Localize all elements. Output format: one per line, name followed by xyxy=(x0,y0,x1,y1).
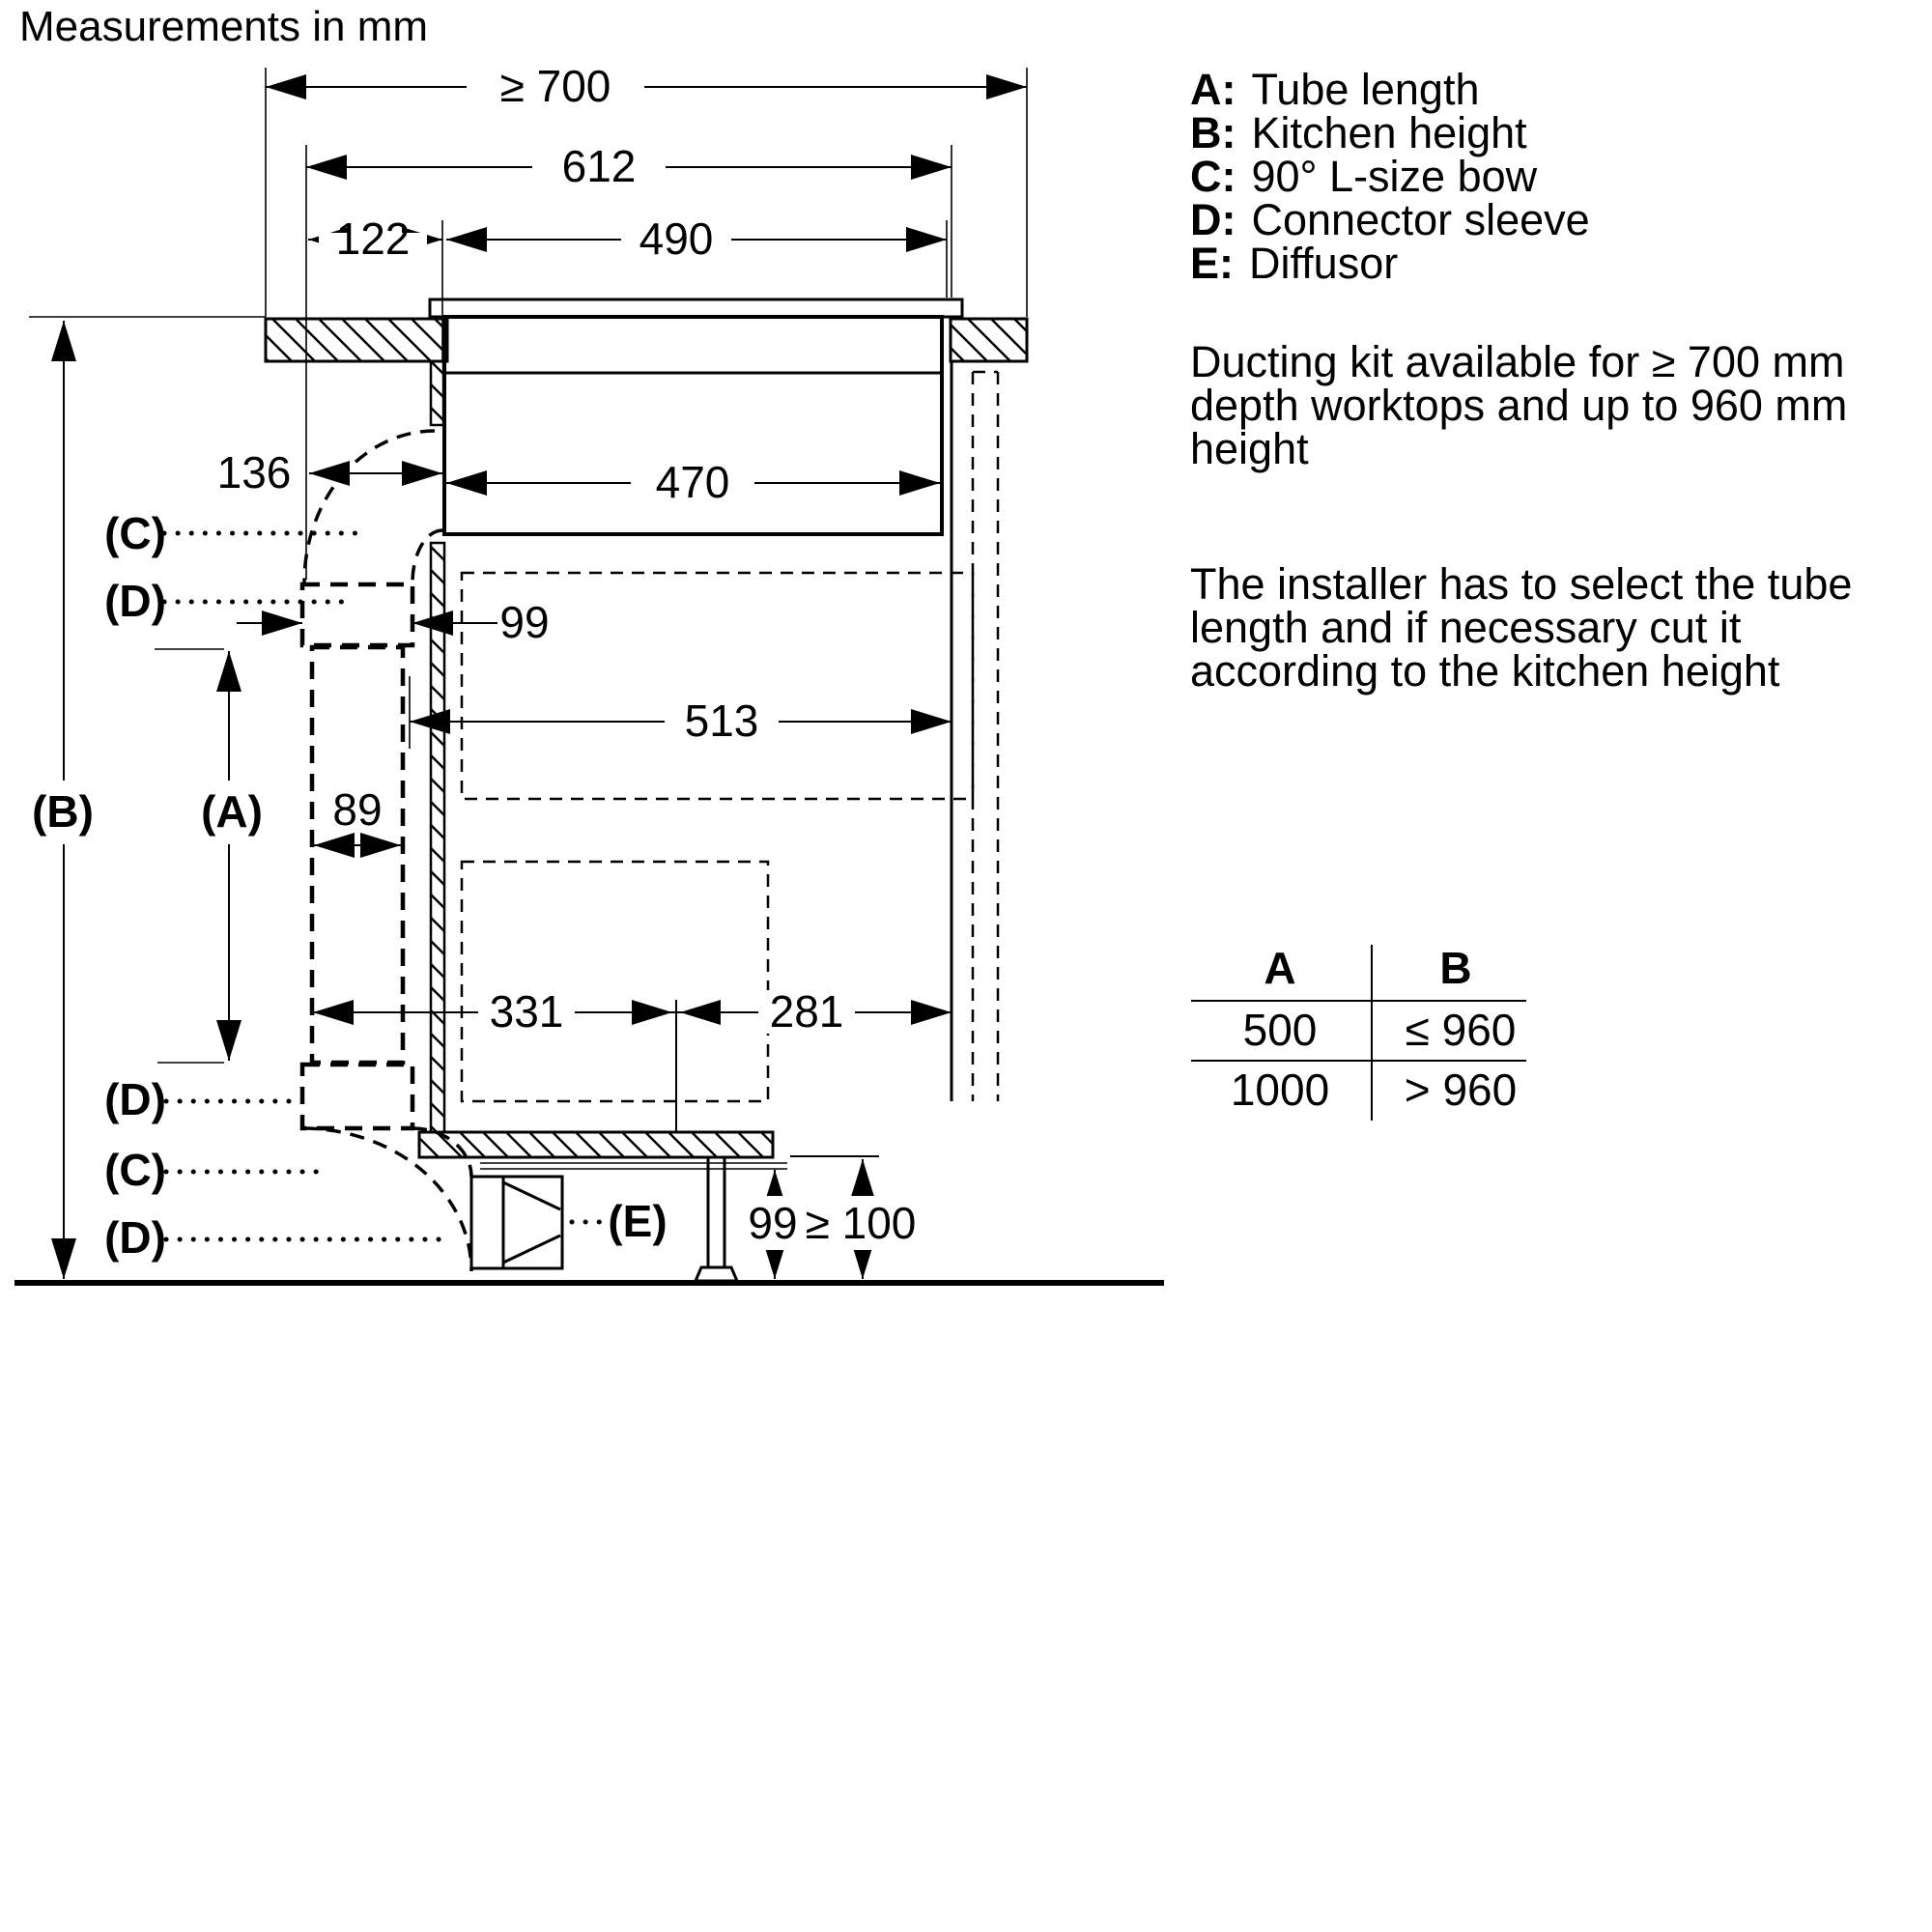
legend-item-d: D: Connector sleeve xyxy=(1190,195,1590,244)
worktop-right-section xyxy=(951,319,1027,361)
part-label-d-top: (D) xyxy=(104,576,166,626)
cabinet-leg-foot xyxy=(696,1267,737,1281)
interior-lower-dashed-box xyxy=(462,862,768,1101)
note-ducting xyxy=(1190,337,1847,473)
dim-plinth-height: 99 xyxy=(748,1198,798,1248)
cabinet-leg xyxy=(708,1157,724,1267)
part-label-b: (B) xyxy=(32,786,94,837)
dimension-lines xyxy=(51,68,1027,1279)
dim-overall-depth: 612 xyxy=(561,141,637,191)
legend-item-b: B: Kitchen height xyxy=(1190,108,1527,157)
upper-connector-sleeve xyxy=(302,584,412,645)
part-label-a: (A) xyxy=(201,786,263,837)
hob-flange-strip xyxy=(431,361,443,425)
table-cell-b1: ≤ 960 xyxy=(1405,1005,1517,1055)
table-cell-a1: 500 xyxy=(1242,1005,1318,1055)
diffusor-diagonal-bottom xyxy=(503,1236,560,1263)
table-cell-a2: 1000 xyxy=(1230,1065,1330,1115)
table-cell-b2: > 960 xyxy=(1404,1065,1518,1115)
tube xyxy=(312,647,403,1063)
note-ducting-line-3: height xyxy=(1190,424,1309,473)
page-title: Measurements in mm xyxy=(19,3,429,50)
dim-floor-clearance: ≥ 100 xyxy=(805,1198,917,1248)
dim-interior-depth: 513 xyxy=(684,696,759,746)
table-header-a: A xyxy=(1264,943,1296,993)
worktop-left-section xyxy=(266,319,447,361)
dim-sleeve-width: 99 xyxy=(499,597,550,647)
note-installer-line-1: The installer has to select the tube xyxy=(1190,559,1853,609)
legend-item-c: C: 90° L-size bow xyxy=(1190,152,1538,201)
top-bow-outer-arc xyxy=(304,431,435,582)
cabinet-bottom-panel xyxy=(419,1132,773,1157)
note-ducting-line-2: depth worktops and up to 960 mm xyxy=(1190,381,1848,430)
dim-rear-offset: 122 xyxy=(335,213,411,264)
tube-length-table xyxy=(1191,943,1526,1121)
dim-bottom-rear: 281 xyxy=(769,986,844,1037)
note-installer-line-3: according to the kitchen height xyxy=(1190,646,1780,696)
hob-glass-top xyxy=(430,299,962,317)
dim-worktop-depth: ≥ 700 xyxy=(499,61,611,111)
note-ducting-line-1: Ducting kit available for ≥ 700 mm xyxy=(1190,337,1845,386)
worktop xyxy=(29,317,1027,361)
table-header-b: B xyxy=(1439,943,1472,993)
dim-cutout-width: 490 xyxy=(639,213,714,264)
part-label-e: (E) xyxy=(608,1196,668,1246)
note-installer xyxy=(1190,559,1852,696)
part-label-c-top: (C) xyxy=(104,508,166,558)
legend-item-a: A: Tube length xyxy=(1190,65,1480,114)
dim-duct-clearance: 136 xyxy=(216,447,292,497)
legend xyxy=(1190,65,1590,288)
part-label-d-bottom: (D) xyxy=(104,1212,166,1263)
note-installer-line-2: length and if necessary cut it xyxy=(1190,603,1742,652)
dim-bottom-front: 331 xyxy=(489,986,564,1037)
part-label-c-bottom: (C) xyxy=(104,1145,166,1195)
lower-connector-sleeve xyxy=(302,1065,412,1128)
dim-tube-width: 89 xyxy=(332,784,383,835)
legend-item-e: E: Diffusor xyxy=(1190,239,1399,288)
diffusor-diagonal-top xyxy=(503,1182,560,1209)
dim-hob-body-width: 470 xyxy=(655,457,730,507)
part-label-d-mid: (D) xyxy=(104,1074,166,1124)
